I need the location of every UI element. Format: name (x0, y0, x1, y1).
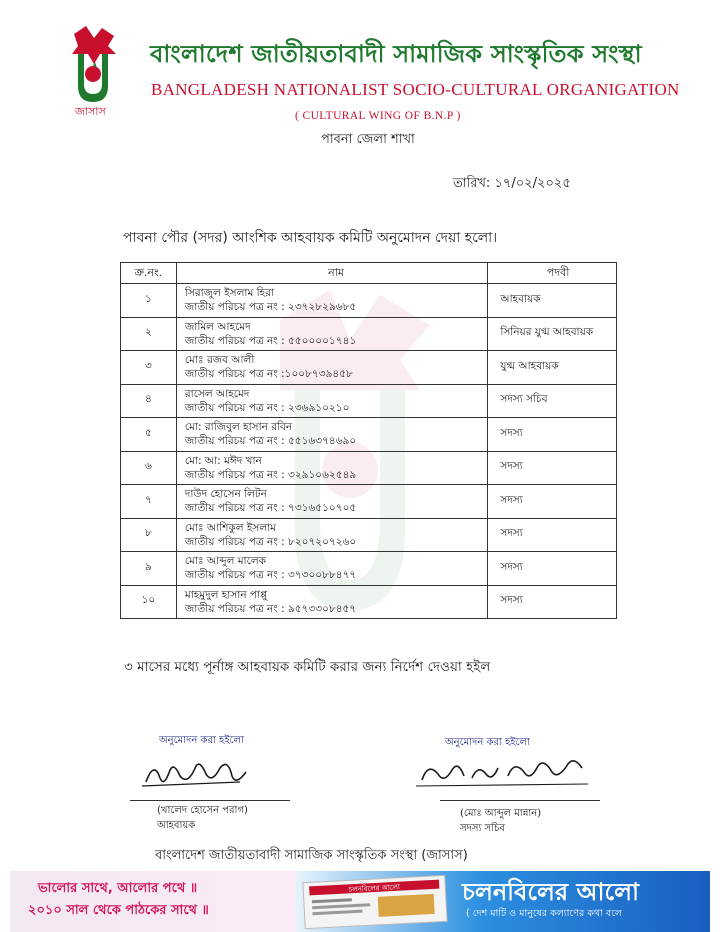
row-position: সিনিয়র যুগ্ম আহবায়ক (488, 317, 617, 351)
table-row (121, 317, 617, 351)
row-position: সদস্য (488, 552, 617, 586)
member-nid: জাতীয় পরিচয় পত্র নং : ২৩৬৯১০২১০ (184, 401, 350, 414)
member-name: মো: আ: মঈদ খান (184, 454, 262, 467)
row-name-cell (176, 451, 487, 485)
row-position: আহবায়ক (488, 284, 617, 318)
approval-note-left: অনুমোদন করা হইলো (159, 735, 244, 746)
signer-left-name: (খালেদ হোসেন পরাগ) (157, 805, 248, 816)
directive-text: ৩ মাসের মধ্যে পূর্নাঙ্গ আহবায়ক কমিটি করার জন্য নির্দেশ দেওয়া হইল (124, 659, 491, 675)
row-serial: ৪ (121, 384, 177, 418)
member-nid: জাতীয় পরিচয় পত্র নং : ২৩৭২৮২৯৬৮৫ (184, 301, 357, 314)
row-position: যুগ্ম আহবায়ক (488, 351, 617, 385)
approval-intro: পাবনা পৌর (সদর) আংশিক আহবায়ক কমিটি অনুমোদন দেয়া হলো। (123, 230, 498, 246)
row-name-cell (176, 518, 487, 552)
signature-line-right (440, 800, 600, 801)
member-nid: জাতীয় পরিচয় পত্র নং : ৩৭৩০০৮৮৪৭৭ (184, 569, 357, 582)
row-position: সদস্য (488, 585, 617, 619)
member-name: মোঃ রজব আলী (184, 354, 255, 367)
row-serial: ৩ (121, 351, 177, 385)
table-row (121, 451, 617, 485)
table-row (121, 585, 617, 619)
table-row (121, 552, 617, 586)
member-name: মোঃ আশিকুল ইসলাম (184, 521, 277, 534)
newspaper-banner (10, 871, 710, 932)
member-nid: জাতীয় পরিচয় পত্র নং : ৮২০৭২০৭২৬০ (184, 535, 357, 548)
member-nid: জাতীয় পরিচয় পত্র নং : ৫৫০০০০১৭৪১ (184, 334, 357, 347)
row-name-cell (176, 351, 487, 385)
row-name-cell (176, 585, 487, 619)
row-name-cell (176, 384, 487, 418)
signer-left (157, 803, 248, 833)
row-position: সদস্য (488, 418, 617, 452)
header-position: পদবী (488, 263, 617, 284)
signature-left (140, 752, 252, 794)
table-row (121, 384, 617, 418)
member-name: রাসেল আহমেদ (184, 387, 250, 400)
row-serial: ৮ (121, 518, 177, 552)
table-row (121, 418, 617, 452)
row-serial: ৭ (121, 485, 177, 519)
row-name-cell (176, 552, 487, 586)
row-serial: ১ (121, 284, 177, 318)
member-name: দাউদ হোসেন লিটন (184, 488, 267, 501)
signature-right (412, 750, 592, 796)
member-name: সিরাজুল ইসলাম হিরা (184, 287, 274, 300)
signature-line-left (130, 800, 290, 801)
row-serial: ৯ (121, 552, 177, 586)
member-name: জামিল আহমেদ (184, 320, 251, 333)
header-name: নাম (176, 263, 487, 284)
org-name-bangla: বাংলাদেশ জাতীয়তাবাদী সামাজিক সাংস্কৃতিক সংস্থা (150, 40, 642, 68)
committee-table (120, 262, 617, 619)
cultural-wing-subtitle: ( CULTURAL WING OF B.N.P ) (295, 110, 461, 122)
table-row (121, 485, 617, 519)
paper-masthead: চলনবিলের আলো (348, 883, 401, 894)
table-row (121, 518, 617, 552)
member-name: মো: রাজিবুল হাসান রবিন (184, 421, 293, 434)
row-serial: ৬ (121, 451, 177, 485)
row-position: সদস্য (488, 451, 617, 485)
row-name-cell (176, 284, 487, 318)
approval-note-right: অনুমোদন করা হইলো (445, 737, 530, 748)
row-serial: ১০ (121, 585, 177, 619)
header-serial: ক্র.নং. (121, 263, 177, 284)
table-row (121, 284, 617, 318)
member-nid: জাতীয় পরিচয় পত্র নং : ৩২৯১০৬২৫৪৯ (184, 468, 357, 481)
table-row (121, 351, 617, 385)
row-position: সদস্য (488, 518, 617, 552)
member-nid: জাতীয় পরিচয় পত্র নং : ৯৫৭৩৩০৮৪৫৭ (184, 602, 357, 615)
newspaper-image (300, 875, 450, 929)
logo-caption: জাসাস (75, 105, 106, 118)
row-serial: ৫ (121, 418, 177, 452)
footer-org-name: বাংলাদেশ জাতীয়তাবাদী সামাজিক সাংস্কৃতিক সংস্থা (জাসাস) (155, 848, 468, 863)
signer-right-name: (মোঃ আব্দুল মান্নান) (460, 808, 542, 819)
newspaper-brand: চলনবিলের আলো (462, 878, 639, 906)
org-name-english: BANGLADESH NATIONALIST SOCIO-CULTURAL ORGANIGATION (151, 80, 680, 99)
signer-right-title: সদস্য সচিব (460, 823, 505, 834)
branch-name: পাবনা জেলা শাখা (321, 132, 415, 147)
row-name-cell (176, 485, 487, 519)
banner-tagline-2: ২০১০ সাল থেকে পাঠকের সাথে ॥ (28, 903, 209, 918)
newspaper-tagline: ( দেশ মাটি ও মানুষের কল্যাণের কথা বলে (466, 908, 622, 919)
row-name-cell (176, 418, 487, 452)
member-name: মোঃ আব্দুল মালেক (184, 555, 266, 568)
row-serial: ২ (121, 317, 177, 351)
row-position: সদস্য (488, 485, 617, 519)
row-name-cell (176, 317, 487, 351)
document-date: তারিখ: ১৭/০২/২০২৫ (453, 176, 571, 191)
signer-right (460, 806, 541, 836)
member-nid: জাতীয় পরিচয় পত্র নং : ৫৫১৬৩৭৪৬৯০ (184, 435, 357, 448)
member-nid: জাতীয় পরিচয় পত্র নং :১০০৮৭৩৯৪৫৮ (184, 368, 353, 381)
member-nid: জাতীয় পরিচয় পত্র নং : ৭৩১৬৫১০৭০৫ (184, 502, 357, 515)
table-header-row (121, 263, 617, 284)
banner-tagline-1: ভালোর সাথে, আলোর পথে ॥ (38, 881, 198, 896)
member-name: মাহমুদুল হাসান পাপ্পু (184, 588, 268, 601)
row-position: সদস্য সচিব (488, 384, 617, 418)
signer-left-title: আহবায়ক (157, 820, 196, 831)
